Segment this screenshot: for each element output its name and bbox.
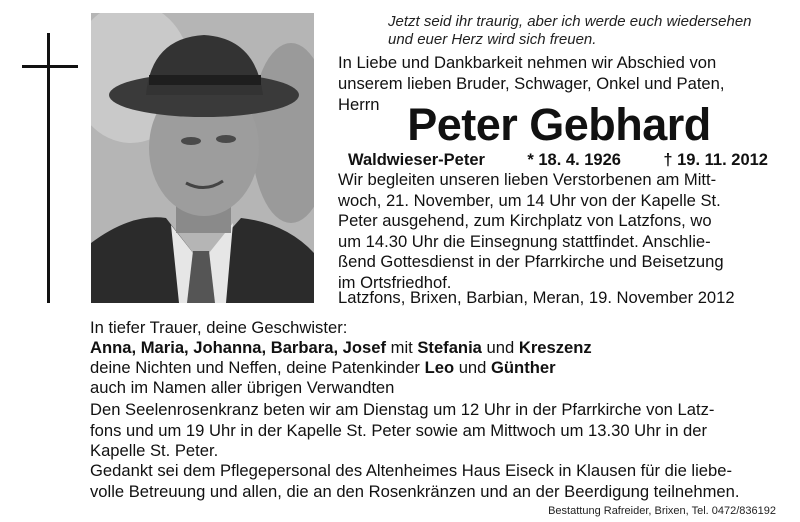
spouse-name: Stefania [417, 338, 482, 357]
connector-text: mit [386, 338, 418, 357]
rosary-line: fons und um 19 Uhr in der Kapelle St. Peter sowie am Mittwoch um 13.30 Uhr in der [90, 420, 708, 440]
death-date: † 19. 11. 2012 [663, 151, 768, 169]
funeral-line: ßend Gottesdienst in der Pfarrkirche und Beisetzung [338, 252, 724, 271]
nieces-text: deine Nichten und Neffen, deine Patenkinder [90, 358, 425, 377]
place-date: Latzfons, Brixen, Barbian, Meran, 19. November 2012 [338, 288, 735, 307]
funeral-info [338, 170, 780, 293]
dates-row [348, 150, 768, 170]
siblings-line [90, 338, 780, 358]
cross-vertical-bar [47, 33, 50, 303]
undertaker-credit: Bestattung Rafreider, Brixen, Tel. 0472/836192 [548, 505, 776, 517]
intro-line: In Liebe und Dankbarkeit nehmen wir Abschied von [338, 53, 717, 72]
thanks-line: Gedankt sei dem Pflegepersonal des Altenheimes Haus Eiseck in Klausen für die liebe- [90, 461, 732, 480]
nickname: Waldwieser-Peter [348, 151, 485, 169]
mourners-intro: In tiefer Trauer, deine Geschwister: [90, 318, 348, 337]
quote-text [388, 13, 783, 49]
spouse-name: Kreszenz [518, 338, 592, 357]
relatives-line: auch im Namen aller übrigen Verwandten [90, 378, 395, 397]
portrait-photo [91, 13, 314, 303]
funeral-line: Wir begleiten unseren lieben Verstorbenen am Mitt- [338, 170, 717, 189]
funeral-line: Peter ausgehend, zum Kirchplatz von Latzfons, wo [338, 211, 712, 230]
intro-line: unserem lieben Bruder, Schwager, Onkel und Paten, [338, 74, 725, 93]
rosary-info [90, 400, 780, 462]
mourners-block [90, 318, 780, 398]
godchild-name: Leo [424, 358, 455, 377]
rosary-line: Den Seelenrosenkranz beten wir am Dienstag um 12 Uhr in der Pfarrkirche von Latz- [90, 400, 715, 419]
intro-line: Herrn [338, 95, 380, 114]
quote-line: Jetzt seid ihr traurig, aber ich werde euch wiedersehen [388, 13, 752, 30]
thanks-line: volle Betreuung und allen, die an den Rosenkränzen und an der Beerdigung teilnehmen. [90, 481, 740, 501]
birth-date: * 18. 4. 1926 [527, 151, 621, 169]
thanks-text [90, 461, 780, 502]
connector-text: und [454, 358, 492, 377]
rosary-line: Kapelle St. Peter. [90, 441, 219, 460]
siblings-names: Anna, Maria, Johanna, Barbara, Josef [90, 338, 387, 357]
connector-text: und [481, 338, 519, 357]
nieces-line [90, 358, 780, 378]
godchild-name: Günther [491, 358, 556, 377]
cross-horizontal-bar [22, 65, 78, 68]
deceased-name: Peter Gebhard [407, 99, 711, 150]
funeral-line: woch, 21. November, um 14 Uhr von der Kapelle St. [338, 190, 721, 210]
quote-line: und euer Herz wird sich freuen. [388, 31, 597, 48]
funeral-line: um 14.30 Uhr die Einsegnung stattfindet. Anschlie- [338, 231, 711, 251]
funeral-line: im Ortsfriedhof. [338, 272, 452, 292]
